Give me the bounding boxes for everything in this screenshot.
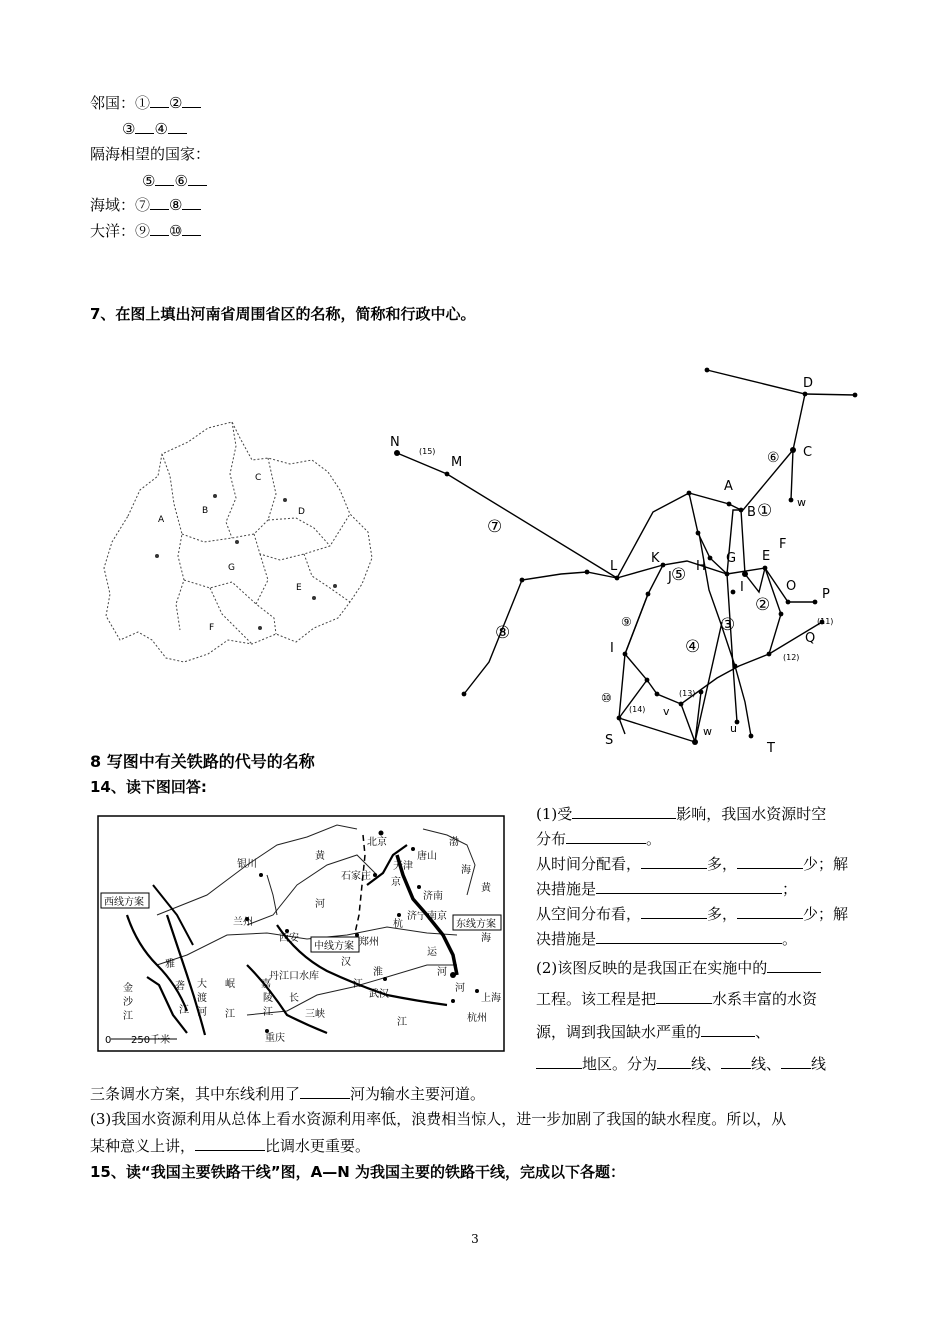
place-yinchuan: 银川 — [237, 859, 257, 870]
place-chongqing: 重庆 — [265, 1033, 285, 1044]
rail-line-10: ⑩ — [601, 691, 612, 705]
place-bo: 渤 — [449, 837, 459, 848]
rail-line-4: ④ — [685, 637, 701, 657]
blank[interactable] — [150, 194, 169, 210]
place-he: 河 — [437, 967, 447, 978]
place-san: 三 — [305, 1009, 315, 1020]
seas-row: 海域：⑦ ⑧ — [90, 194, 201, 215]
blank[interactable] — [195, 1135, 265, 1151]
place-xian: 西安 — [279, 933, 299, 944]
rail-node-i: I — [740, 580, 744, 595]
place-hai: 海 — [461, 865, 471, 876]
rail-node-b: B — [747, 505, 756, 520]
rail-node-f: F — [779, 537, 787, 552]
place-hang: 杭 — [393, 919, 403, 930]
scale-zero: 0 — [105, 1035, 112, 1046]
blank[interactable] — [536, 1053, 582, 1069]
place-sha: 沙 — [123, 997, 133, 1008]
q14-part1-line1: (1)受 影响，我国水资源时空 — [536, 805, 827, 823]
across-sea-row: ⑤ ⑥ — [142, 170, 207, 191]
blank[interactable] — [135, 118, 154, 134]
place-jinan: 济南 — [423, 891, 443, 902]
blank[interactable] — [168, 118, 187, 134]
blank[interactable] — [572, 803, 676, 819]
railway-map — [385, 362, 875, 762]
rail-node-g: G — [726, 551, 737, 566]
place-jiang-5: 江 — [263, 1007, 273, 1018]
place-chang: 长 — [289, 993, 299, 1004]
place-jiang-2: 江 — [179, 1005, 189, 1016]
rail-line-2: ② — [755, 595, 771, 615]
place-huang: 黄 — [315, 851, 325, 862]
q14-time-line2: 决措施是 ； — [536, 880, 798, 898]
place-wuhan: 武汉 — [369, 989, 389, 1000]
blank[interactable] — [701, 1021, 755, 1037]
province-label-e: E — [296, 583, 302, 593]
blank[interactable] — [656, 988, 712, 1004]
rail-line-7: ⑦ — [487, 517, 503, 537]
scale-value: 250千米 — [131, 1035, 171, 1046]
province-label-a: A — [158, 515, 165, 525]
rail-node-i-left: I — [610, 641, 614, 656]
neighbors-row-2: ③ ④ — [122, 118, 187, 139]
q14-part2-line3: 源，调到我国缺水严重的 、 — [536, 1023, 771, 1041]
rail-line-13: (13) — [679, 689, 696, 698]
blank[interactable] — [300, 1083, 350, 1099]
place-da: 大 — [197, 979, 207, 990]
rail-line-6: ⑥ — [767, 450, 780, 466]
place-lanzhou: 兰州 — [233, 917, 253, 928]
province-label-d: D — [298, 507, 305, 517]
blank[interactable] — [150, 220, 169, 236]
rail-line-11: (11) — [817, 617, 834, 626]
water-transfer-map — [97, 815, 507, 1053]
q14-space-line2: 决措施是 。 — [536, 930, 798, 948]
rail-line-12: (12) — [783, 653, 800, 662]
blank[interactable] — [155, 170, 174, 186]
place-long: 砻 — [175, 981, 185, 992]
rail-node-k: K — [651, 551, 660, 566]
place-jiang: 江 — [353, 979, 363, 990]
place-jia: 嘉 — [261, 979, 271, 990]
rail-node-n: N — [390, 435, 400, 450]
neighbors-row-1: 邻国：① ② — [90, 92, 201, 113]
rail-line-5: ⑤ — [671, 565, 687, 585]
blank[interactable] — [596, 928, 782, 944]
place-shanghai: 上海 — [481, 993, 501, 1004]
question-14-title: 14、读下图回答: — [90, 778, 207, 796]
rail-line-1: ① — [757, 501, 773, 521]
place-huang-2: 黄 — [481, 883, 491, 894]
q14-time-line1: 从时间分配看， 多， 少；解 — [536, 855, 849, 873]
rail-node-q: Q — [805, 631, 816, 646]
across-sea-label: 隔海相望的国家： — [90, 145, 211, 163]
rail-node-v: v — [663, 705, 670, 718]
blank[interactable] — [721, 1053, 751, 1069]
rail-node-w: w — [703, 725, 712, 738]
rail-node-w-top: w — [797, 496, 806, 509]
place-zhengzhou: 郑州 — [359, 937, 379, 948]
place-hangzhou: 杭州 — [467, 1013, 487, 1024]
place-tangshan: 唐山 — [417, 851, 437, 862]
place-he-3: 河 — [455, 983, 465, 994]
q14-part3-line2: 某种意义上讲， 比调水更重要。 — [90, 1137, 371, 1155]
blank[interactable] — [657, 1053, 691, 1069]
place-xia: 峡 — [315, 1009, 325, 1020]
east-route-box: 东线方案 — [456, 919, 496, 930]
rail-line-15: (15) — [419, 447, 436, 456]
place-nanjing: 南京 — [427, 911, 447, 922]
place-jiang-4: 江 — [123, 1011, 133, 1022]
blank[interactable] — [641, 903, 707, 919]
blank[interactable] — [781, 1053, 811, 1069]
province-label-g: G — [228, 563, 235, 573]
rail-node-e: E — [762, 549, 771, 564]
place-yun: 运 — [427, 947, 437, 958]
west-route-box: 西线方案 — [104, 897, 144, 908]
q14-part2-line4: 地区。分为 线、 线、 线 — [536, 1052, 826, 1077]
q14-space-line1: 从空间分布看， 多， 少；解 — [536, 905, 849, 923]
q14-part2-line5: 三条调水方案，其中东线利用了 河为输水主要河道。 — [90, 1085, 486, 1103]
rail-node-h: H — [696, 559, 706, 574]
rail-line-14: (14) — [629, 705, 646, 714]
q14-part1-line2: 分布 。 — [536, 830, 662, 848]
question-7: 7、在图上填出河南省周围省区的名称，简称和行政中心。 — [90, 305, 476, 323]
blank[interactable] — [188, 170, 207, 186]
blank[interactable] — [596, 878, 782, 894]
place-jiang-6: 江 — [397, 1017, 407, 1028]
q14-part2-line1: (2)该图反映的是我国正在实施中的 — [536, 956, 821, 981]
blank[interactable] — [566, 828, 646, 844]
province-label-b: B — [202, 506, 209, 516]
question-15: 15、读“我国主要铁路干线”图，A—N 为我国主要的铁路干线，完成以下各题： — [90, 1163, 625, 1181]
rail-node-t: T — [767, 741, 775, 756]
place-tianjin: 天津 — [393, 861, 413, 872]
province-label-f: F — [209, 623, 215, 633]
page-number: 3 — [471, 1232, 479, 1246]
q14-part2-line2: 工程。该工程是把 水系丰富的水资 — [536, 990, 818, 1008]
blank[interactable] — [737, 853, 803, 869]
rail-line-9: ⑨ — [621, 615, 632, 629]
rail-line-3: ③ — [720, 615, 736, 635]
rail-node-s: S — [605, 733, 614, 748]
place-shijiazhuang: 石家庄 — [341, 871, 371, 882]
place-ling: 陵 — [263, 993, 273, 1004]
place-du: 渡 — [197, 993, 207, 1004]
place-he-2: 河 — [315, 899, 325, 910]
middle-route-box: 中线方案 — [314, 941, 354, 952]
place-danjiangkou: 丹江口水库 — [269, 971, 319, 982]
rail-node-c: C — [803, 445, 813, 460]
place-jining: 济宁 — [407, 911, 427, 922]
province-map — [100, 418, 385, 666]
province-label-c: C — [255, 473, 262, 483]
question-8: 8 写图中有关铁路的代号的名称 — [90, 752, 315, 771]
rail-line-8: ⑧ — [495, 623, 511, 643]
rail-node-d: D — [803, 376, 814, 391]
place-he-4: 河 — [197, 1007, 207, 1018]
blank[interactable] — [182, 194, 201, 210]
place-jiang-3: 江 — [225, 1009, 235, 1020]
rail-node-m: M — [451, 455, 463, 470]
blank[interactable] — [641, 853, 707, 869]
rail-node-a: A — [724, 479, 733, 494]
place-hai-2: 海 — [481, 933, 491, 944]
rail-node-p: P — [822, 587, 830, 602]
rail-node-u: u — [730, 722, 737, 735]
rail-node-j: J — [668, 570, 672, 585]
rail-node-l: L — [610, 559, 618, 574]
blank[interactable] — [150, 92, 169, 108]
blank[interactable] — [737, 903, 803, 919]
blank[interactable] — [767, 957, 821, 973]
blank[interactable] — [182, 220, 201, 236]
place-han: 汉 — [341, 957, 351, 968]
rail-node-o: O — [786, 579, 797, 594]
place-ya: 雅 — [165, 959, 175, 970]
place-huai: 淮 — [373, 967, 383, 978]
blank[interactable] — [182, 92, 201, 108]
place-min: 岷 — [225, 979, 235, 990]
oceans-row: 大洋：⑨ ⑩ — [90, 220, 201, 241]
place-beijing: 北京 — [367, 837, 387, 848]
q14-part3-line1: (3)我国水资源利用从总体上看水资源利用率低，浪费相当惊人，进一步加剧了我国的缺水程度。所以，从 — [90, 1110, 787, 1128]
place-jing: 京 — [391, 877, 401, 888]
place-jin: 金 — [123, 983, 133, 994]
